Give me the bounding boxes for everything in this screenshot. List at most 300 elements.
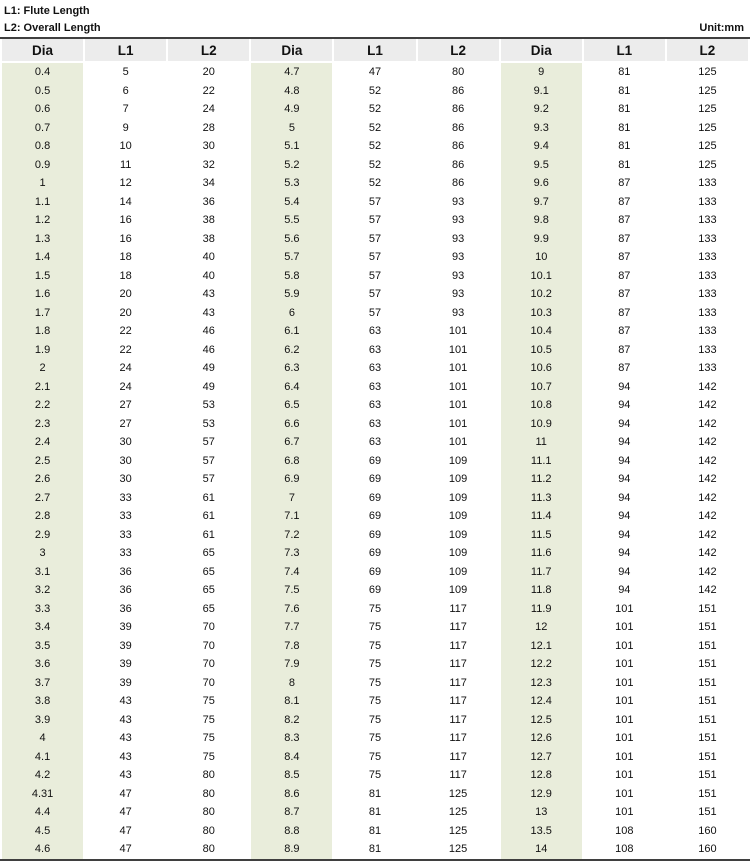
dia-cell: 8.1 xyxy=(251,692,332,711)
table-header xyxy=(2,39,748,63)
l2-cell: 57 xyxy=(168,433,249,452)
column-header-dia: Dia xyxy=(251,39,332,63)
dia-cell: 4.6 xyxy=(2,840,83,859)
l1-cell: 94 xyxy=(584,544,665,563)
l2-cell: 109 xyxy=(418,563,499,582)
l1-cell: 75 xyxy=(334,766,415,785)
l1-cell: 69 xyxy=(334,452,415,471)
dia-cell: 11.5 xyxy=(501,526,582,545)
l1-cell: 52 xyxy=(334,82,415,101)
l2-cell: 101 xyxy=(418,378,499,397)
dia-cell: 1.3 xyxy=(2,230,83,249)
dia-cell: 9.2 xyxy=(501,100,582,119)
table-row xyxy=(2,452,748,471)
l1-cell: 20 xyxy=(85,285,166,304)
l1-cell: 69 xyxy=(334,526,415,545)
column-header-l2: L2 xyxy=(667,39,748,63)
column-header-l2: L2 xyxy=(418,39,499,63)
l1-cell: 94 xyxy=(584,470,665,489)
dia-cell: 11.9 xyxy=(501,600,582,619)
l1-cell: 101 xyxy=(584,748,665,767)
l2-cell: 142 xyxy=(667,489,748,508)
table-row xyxy=(2,285,748,304)
l1-cell: 81 xyxy=(334,822,415,841)
l1-cell: 63 xyxy=(334,396,415,415)
dia-cell: 11.7 xyxy=(501,563,582,582)
dia-cell: 5.9 xyxy=(251,285,332,304)
l1-cell: 6 xyxy=(85,82,166,101)
unit-label: Unit:mm xyxy=(699,22,744,34)
l1-cell: 87 xyxy=(584,174,665,193)
l2-cell: 80 xyxy=(168,803,249,822)
table-row xyxy=(2,729,748,748)
dia-cell: 10.3 xyxy=(501,304,582,323)
l2-cell: 20 xyxy=(168,63,249,82)
l1-cell: 75 xyxy=(334,637,415,656)
l1-cell: 101 xyxy=(584,785,665,804)
l1-cell: 36 xyxy=(85,581,166,600)
l1-cell: 87 xyxy=(584,322,665,341)
dia-cell: 12.4 xyxy=(501,692,582,711)
l1-cell: 27 xyxy=(85,415,166,434)
l1-cell: 94 xyxy=(584,581,665,600)
l2-cell: 125 xyxy=(418,803,499,822)
dia-cell: 2.8 xyxy=(2,507,83,526)
dia-cell: 7.7 xyxy=(251,618,332,637)
l1-cell: 63 xyxy=(334,415,415,434)
l1-cell: 94 xyxy=(584,433,665,452)
l2-cell: 133 xyxy=(667,285,748,304)
l2-cell: 117 xyxy=(418,748,499,767)
l2-cell: 151 xyxy=(667,711,748,730)
dia-cell: 12.9 xyxy=(501,785,582,804)
l1-cell: 57 xyxy=(334,285,415,304)
dia-cell: 7.6 xyxy=(251,600,332,619)
l2-cell: 125 xyxy=(418,840,499,859)
l1-cell: 52 xyxy=(334,100,415,119)
table-row xyxy=(2,711,748,730)
l2-cell: 43 xyxy=(168,304,249,323)
column-header-l1: L1 xyxy=(334,39,415,63)
l2-cell: 133 xyxy=(667,230,748,249)
l2-cell: 101 xyxy=(418,359,499,378)
l1-cell: 87 xyxy=(584,267,665,286)
l2-cell: 32 xyxy=(168,156,249,175)
l1-cell: 47 xyxy=(85,840,166,859)
table-row xyxy=(2,581,748,600)
l1-cell: 94 xyxy=(584,526,665,545)
dia-cell: 6.5 xyxy=(251,396,332,415)
dia-cell: 12.8 xyxy=(501,766,582,785)
l2-cell: 30 xyxy=(168,137,249,156)
dia-cell: 12.1 xyxy=(501,637,582,656)
l1-cell: 20 xyxy=(85,304,166,323)
l1-cell: 101 xyxy=(584,655,665,674)
l2-cell: 142 xyxy=(667,433,748,452)
dia-cell: 13.5 xyxy=(501,822,582,841)
dia-cell: 3.4 xyxy=(2,618,83,637)
dia-cell: 7.2 xyxy=(251,526,332,545)
l2-cell: 80 xyxy=(168,785,249,804)
l1-cell: 16 xyxy=(85,230,166,249)
l1-cell: 36 xyxy=(85,600,166,619)
l1-cell: 16 xyxy=(85,211,166,230)
dia-cell: 0.9 xyxy=(2,156,83,175)
dia-cell: 7.3 xyxy=(251,544,332,563)
l1-cell: 18 xyxy=(85,248,166,267)
dia-cell: 4.8 xyxy=(251,82,332,101)
l2-cell: 151 xyxy=(667,692,748,711)
l2-cell: 40 xyxy=(168,248,249,267)
l2-cell: 133 xyxy=(667,267,748,286)
l1-cell: 7 xyxy=(85,100,166,119)
l2-cell: 46 xyxy=(168,341,249,360)
l2-cell: 101 xyxy=(418,341,499,360)
dia-cell: 0.5 xyxy=(2,82,83,101)
dia-cell: 12 xyxy=(501,618,582,637)
dia-cell: 0.4 xyxy=(2,63,83,82)
dia-cell: 9.4 xyxy=(501,137,582,156)
l2-cell: 151 xyxy=(667,618,748,637)
dia-cell: 13 xyxy=(501,803,582,822)
l1-cell: 81 xyxy=(584,100,665,119)
dia-cell: 4 xyxy=(2,729,83,748)
l2-cell: 93 xyxy=(418,267,499,286)
l2-cell: 125 xyxy=(667,156,748,175)
l2-cell: 151 xyxy=(667,674,748,693)
l2-cell: 36 xyxy=(168,193,249,212)
dia-cell: 6.7 xyxy=(251,433,332,452)
dia-cell: 8.9 xyxy=(251,840,332,859)
l2-cell: 49 xyxy=(168,359,249,378)
l1-cell: 94 xyxy=(584,507,665,526)
table-row xyxy=(2,655,748,674)
l1-cell: 43 xyxy=(85,692,166,711)
table-row xyxy=(2,526,748,545)
dia-cell: 6.4 xyxy=(251,378,332,397)
dia-cell: 9.7 xyxy=(501,193,582,212)
l2-cell: 109 xyxy=(418,470,499,489)
l1-cell: 52 xyxy=(334,156,415,175)
table-row xyxy=(2,63,748,82)
l2-cell: 70 xyxy=(168,637,249,656)
table-row xyxy=(2,396,748,415)
dia-cell: 12.5 xyxy=(501,711,582,730)
l1-cell: 81 xyxy=(334,840,415,859)
dia-cell: 8.5 xyxy=(251,766,332,785)
table-row xyxy=(2,785,748,804)
l1-cell: 101 xyxy=(584,637,665,656)
l2-cell: 109 xyxy=(418,489,499,508)
dia-cell: 12.6 xyxy=(501,729,582,748)
dia-cell: 2.7 xyxy=(2,489,83,508)
l2-cell: 142 xyxy=(667,452,748,471)
l2-cell: 142 xyxy=(667,378,748,397)
l2-cell: 142 xyxy=(667,507,748,526)
l2-cell: 61 xyxy=(168,489,249,508)
dia-cell: 8.7 xyxy=(251,803,332,822)
l2-cell: 80 xyxy=(168,840,249,859)
l2-cell: 38 xyxy=(168,211,249,230)
l2-cell: 117 xyxy=(418,711,499,730)
l1-cell: 69 xyxy=(334,544,415,563)
l2-cell: 86 xyxy=(418,100,499,119)
l1-cell: 87 xyxy=(584,211,665,230)
l2-cell: 93 xyxy=(418,193,499,212)
dia-cell: 7.1 xyxy=(251,507,332,526)
table-row xyxy=(2,674,748,693)
l2-cell: 80 xyxy=(418,63,499,82)
table-row xyxy=(2,100,748,119)
dia-cell: 4.5 xyxy=(2,822,83,841)
l2-cell: 80 xyxy=(168,766,249,785)
l1-cell: 39 xyxy=(85,618,166,637)
l2-cell: 93 xyxy=(418,285,499,304)
l2-cell: 86 xyxy=(418,174,499,193)
column-header-dia: Dia xyxy=(501,39,582,63)
l2-cell: 117 xyxy=(418,674,499,693)
l1-cell: 43 xyxy=(85,748,166,767)
l2-cell: 70 xyxy=(168,674,249,693)
l2-cell: 34 xyxy=(168,174,249,193)
l2-cell: 70 xyxy=(168,655,249,674)
l2-cell: 125 xyxy=(418,822,499,841)
dia-cell: 3.9 xyxy=(2,711,83,730)
l2-cell: 133 xyxy=(667,322,748,341)
l2-cell: 57 xyxy=(168,470,249,489)
l2-cell: 133 xyxy=(667,304,748,323)
l1-cell: 94 xyxy=(584,563,665,582)
l2-cell: 75 xyxy=(168,692,249,711)
l1-cell: 101 xyxy=(584,766,665,785)
l1-cell: 101 xyxy=(584,692,665,711)
l1-cell: 24 xyxy=(85,378,166,397)
l1-cell: 75 xyxy=(334,748,415,767)
dia-cell: 12.7 xyxy=(501,748,582,767)
l2-cell: 65 xyxy=(168,563,249,582)
table-row xyxy=(2,193,748,212)
dia-cell: 5.4 xyxy=(251,193,332,212)
table-row xyxy=(2,766,748,785)
dia-cell: 7 xyxy=(251,489,332,508)
l1-cell: 101 xyxy=(584,803,665,822)
l2-cell: 53 xyxy=(168,396,249,415)
dia-cell: 3.1 xyxy=(2,563,83,582)
l2-cell: 142 xyxy=(667,396,748,415)
l2-cell: 133 xyxy=(667,174,748,193)
l2-cell: 117 xyxy=(418,766,499,785)
dia-cell: 2 xyxy=(2,359,83,378)
note-flute-length: L1: Flute Length xyxy=(4,5,90,17)
dia-cell: 1.5 xyxy=(2,267,83,286)
table-row xyxy=(2,415,748,434)
dia-cell: 10.1 xyxy=(501,267,582,286)
dia-cell: 8.8 xyxy=(251,822,332,841)
dia-cell: 2.1 xyxy=(2,378,83,397)
l1-cell: 27 xyxy=(85,396,166,415)
l2-cell: 133 xyxy=(667,211,748,230)
l1-cell: 81 xyxy=(584,119,665,138)
dia-cell: 6.2 xyxy=(251,341,332,360)
l2-cell: 86 xyxy=(418,119,499,138)
table-row xyxy=(2,803,748,822)
table-row xyxy=(2,507,748,526)
l1-cell: 81 xyxy=(584,137,665,156)
l2-cell: 70 xyxy=(168,618,249,637)
dia-cell: 3.8 xyxy=(2,692,83,711)
l1-cell: 52 xyxy=(334,119,415,138)
dia-cell: 6.3 xyxy=(251,359,332,378)
dia-cell: 9.5 xyxy=(501,156,582,175)
table-row xyxy=(2,822,748,841)
l1-cell: 9 xyxy=(85,119,166,138)
l2-cell: 151 xyxy=(667,729,748,748)
dia-cell: 3.2 xyxy=(2,581,83,600)
column-header-l2: L2 xyxy=(168,39,249,63)
dia-cell: 12.2 xyxy=(501,655,582,674)
table-row xyxy=(2,378,748,397)
dia-cell: 11.8 xyxy=(501,581,582,600)
table-row xyxy=(2,322,748,341)
dia-cell: 9.6 xyxy=(501,174,582,193)
dia-cell: 6.6 xyxy=(251,415,332,434)
table-body xyxy=(2,63,748,859)
l2-cell: 142 xyxy=(667,544,748,563)
l1-cell: 94 xyxy=(584,378,665,397)
l2-cell: 117 xyxy=(418,655,499,674)
table-row xyxy=(2,174,748,193)
l2-cell: 109 xyxy=(418,544,499,563)
dia-cell: 8 xyxy=(251,674,332,693)
l2-cell: 80 xyxy=(168,822,249,841)
l1-cell: 87 xyxy=(584,248,665,267)
l1-cell: 47 xyxy=(85,803,166,822)
l2-cell: 125 xyxy=(667,119,748,138)
dia-cell: 0.8 xyxy=(2,137,83,156)
l1-cell: 57 xyxy=(334,230,415,249)
dia-cell: 4.2 xyxy=(2,766,83,785)
l1-cell: 33 xyxy=(85,544,166,563)
l1-cell: 47 xyxy=(85,822,166,841)
l1-cell: 47 xyxy=(334,63,415,82)
l1-cell: 108 xyxy=(584,822,665,841)
dia-cell: 8.3 xyxy=(251,729,332,748)
l1-cell: 52 xyxy=(334,137,415,156)
l2-cell: 133 xyxy=(667,359,748,378)
l1-cell: 75 xyxy=(334,729,415,748)
l2-cell: 101 xyxy=(418,322,499,341)
l2-cell: 75 xyxy=(168,729,249,748)
dia-cell: 10.9 xyxy=(501,415,582,434)
l1-cell: 75 xyxy=(334,692,415,711)
l1-cell: 69 xyxy=(334,470,415,489)
l1-cell: 94 xyxy=(584,452,665,471)
column-header-l1: L1 xyxy=(85,39,166,63)
l1-cell: 63 xyxy=(334,378,415,397)
l1-cell: 39 xyxy=(85,674,166,693)
l1-cell: 75 xyxy=(334,600,415,619)
l2-cell: 65 xyxy=(168,581,249,600)
table-row xyxy=(2,82,748,101)
l2-cell: 160 xyxy=(667,840,748,859)
l1-cell: 94 xyxy=(584,415,665,434)
l2-cell: 38 xyxy=(168,230,249,249)
table-row xyxy=(2,544,748,563)
l1-cell: 101 xyxy=(584,600,665,619)
l1-cell: 101 xyxy=(584,711,665,730)
l1-cell: 101 xyxy=(584,729,665,748)
dia-cell: 2.3 xyxy=(2,415,83,434)
l2-cell: 101 xyxy=(418,396,499,415)
dia-cell: 10.4 xyxy=(501,322,582,341)
l1-cell: 12 xyxy=(85,174,166,193)
l1-cell: 75 xyxy=(334,674,415,693)
dia-cell: 2.4 xyxy=(2,433,83,452)
dia-cell: 3 xyxy=(2,544,83,563)
dia-cell: 1.9 xyxy=(2,341,83,360)
dia-cell: 5 xyxy=(251,119,332,138)
table-row xyxy=(2,600,748,619)
l2-cell: 46 xyxy=(168,322,249,341)
l1-cell: 87 xyxy=(584,341,665,360)
l1-cell: 101 xyxy=(584,674,665,693)
table-row xyxy=(2,618,748,637)
l2-cell: 117 xyxy=(418,692,499,711)
l1-cell: 5 xyxy=(85,63,166,82)
note-row-2 xyxy=(4,20,746,37)
l1-cell: 33 xyxy=(85,489,166,508)
l2-cell: 22 xyxy=(168,82,249,101)
l1-cell: 81 xyxy=(584,63,665,82)
l1-cell: 87 xyxy=(584,285,665,304)
l2-cell: 40 xyxy=(168,267,249,286)
l2-cell: 61 xyxy=(168,526,249,545)
l2-cell: 109 xyxy=(418,452,499,471)
dia-cell: 4.4 xyxy=(2,803,83,822)
dia-cell: 1 xyxy=(2,174,83,193)
table-row xyxy=(2,637,748,656)
l2-cell: 28 xyxy=(168,119,249,138)
l2-cell: 125 xyxy=(667,100,748,119)
dia-cell: 10.5 xyxy=(501,341,582,360)
l2-cell: 93 xyxy=(418,230,499,249)
l2-cell: 125 xyxy=(667,137,748,156)
l1-cell: 101 xyxy=(584,618,665,637)
dia-cell: 4.31 xyxy=(2,785,83,804)
dia-cell: 8.4 xyxy=(251,748,332,767)
table-row xyxy=(2,692,748,711)
l2-cell: 125 xyxy=(667,63,748,82)
dia-cell: 2.9 xyxy=(2,526,83,545)
l1-cell: 11 xyxy=(85,156,166,175)
l2-cell: 142 xyxy=(667,563,748,582)
dia-cell: 11.6 xyxy=(501,544,582,563)
l2-cell: 151 xyxy=(667,803,748,822)
l1-cell: 43 xyxy=(85,766,166,785)
l2-cell: 86 xyxy=(418,156,499,175)
dia-cell: 4.1 xyxy=(2,748,83,767)
l2-cell: 109 xyxy=(418,581,499,600)
dia-cell: 1.8 xyxy=(2,322,83,341)
l1-cell: 81 xyxy=(334,785,415,804)
l2-cell: 93 xyxy=(418,248,499,267)
note-overall-length: L2: Overall Length xyxy=(4,22,101,34)
l2-cell: 75 xyxy=(168,711,249,730)
dia-cell: 5.3 xyxy=(251,174,332,193)
dia-cell: 6.9 xyxy=(251,470,332,489)
l2-cell: 24 xyxy=(168,100,249,119)
dia-cell: 10.2 xyxy=(501,285,582,304)
